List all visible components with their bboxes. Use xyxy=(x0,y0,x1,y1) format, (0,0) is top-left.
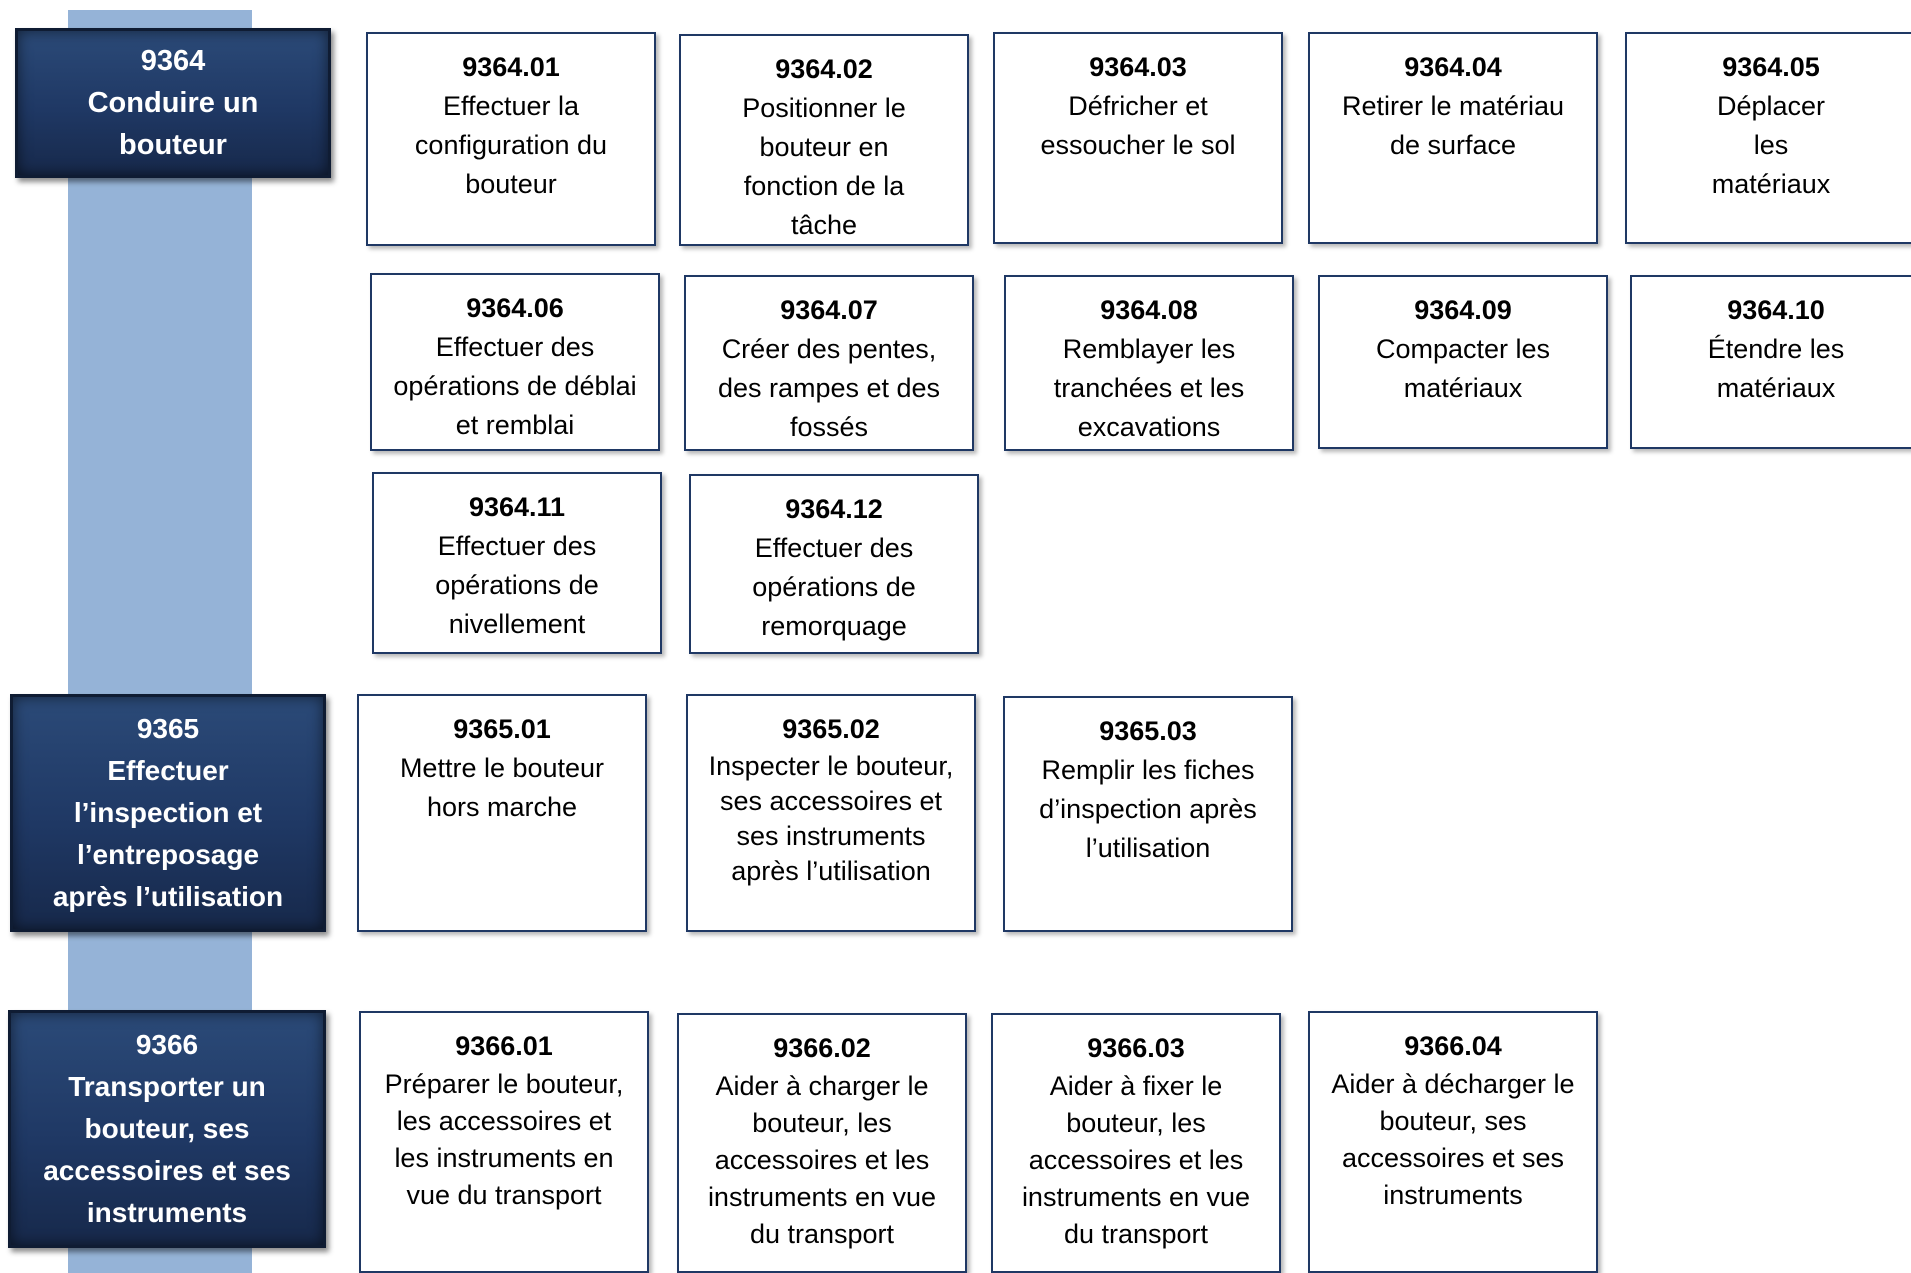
task-code: 9364.01 xyxy=(462,52,560,82)
unit-title: Effectuer l’inspection et l’entreposage après l’utilisation xyxy=(52,755,284,912)
task-title: Aider à fixer le bouteur, les accessoires et les instruments en vue du transport xyxy=(1021,1071,1251,1249)
task-code: 9366.04 xyxy=(1404,1031,1502,1061)
task-9364-11 xyxy=(372,472,662,654)
task-9366-01 xyxy=(359,1011,649,1273)
task-9364-10 xyxy=(1630,275,1911,449)
task-title: Étendre les matériaux xyxy=(1707,334,1845,403)
task-code: 9364.10 xyxy=(1727,295,1825,325)
task-code: 9364.07 xyxy=(780,295,878,325)
task-title: Aider à décharger le bouteur, ses accessoires et ses instruments xyxy=(1331,1069,1575,1210)
task-9364-08 xyxy=(1004,275,1294,451)
task-title: Effectuer la configuration du bouteur xyxy=(414,91,608,199)
task-9364-09 xyxy=(1318,275,1608,449)
task-code: 9365.02 xyxy=(782,714,880,744)
task-title: Défricher et essoucher le sol xyxy=(1040,91,1236,160)
task-9366-02 xyxy=(677,1013,967,1273)
task-9365-03 xyxy=(1003,696,1293,932)
task-9364-01 xyxy=(366,32,656,246)
task-title: Créer des pentes, des rampes et des fossés xyxy=(717,334,941,442)
task-9365-01 xyxy=(357,694,647,932)
task-9364-04 xyxy=(1308,32,1598,244)
task-title: Compacter les matériaux xyxy=(1375,334,1551,403)
unit-code: 9364 xyxy=(140,45,206,77)
task-9364-02 xyxy=(679,34,969,246)
task-title: Aider à charger le bouteur, les accessoires et les instruments en vue du transport xyxy=(707,1071,937,1249)
task-title: Inspecter le bouteur, ses accessoires et ses instruments après l’utilisation xyxy=(708,751,954,886)
task-title: Mettre le bouteur hors marche xyxy=(399,753,605,822)
task-9364-07 xyxy=(684,275,974,451)
task-code: 9364.05 xyxy=(1722,52,1820,82)
unit-9366 xyxy=(8,1010,326,1248)
unit-code: 9366 xyxy=(135,1029,199,1060)
task-code: 9364.08 xyxy=(1100,295,1198,325)
task-title: Remplir les fiches d’inspection après l’utilisation xyxy=(1039,755,1257,863)
task-9366-03 xyxy=(991,1013,1281,1273)
task-code: 9364.03 xyxy=(1089,52,1187,82)
task-9366-04 xyxy=(1308,1011,1598,1273)
task-9364-05 xyxy=(1625,32,1911,244)
unit-9364 xyxy=(15,28,331,178)
task-9364-06 xyxy=(370,273,660,451)
task-code: 9364.04 xyxy=(1404,52,1502,82)
task-code: 9366.03 xyxy=(1087,1033,1185,1063)
task-9364-03 xyxy=(993,32,1283,244)
task-code: 9364.11 xyxy=(468,492,566,522)
task-code: 9366.02 xyxy=(773,1033,871,1063)
task-title: Positionner le bouteur en fonction de la tâche xyxy=(742,93,906,240)
task-title: Retirer le matériau de surface xyxy=(1341,91,1565,160)
task-code: 9364.12 xyxy=(785,494,883,524)
task-code: 9364.09 xyxy=(1414,295,1512,325)
unit-title: Conduire un bouteur xyxy=(87,87,259,161)
task-code: 9365.03 xyxy=(1099,716,1197,746)
unit-code: 9365 xyxy=(136,713,200,744)
task-code: 9364.06 xyxy=(466,293,564,323)
task-title: Préparer le bouteur, les accessoires et les instruments en vue du transport xyxy=(384,1069,624,1210)
task-title: Effectuer des opérations de remorquage xyxy=(752,533,916,641)
task-title: Remblayer les tranchées et les excavations xyxy=(1053,334,1245,442)
task-code: 9365.01 xyxy=(453,714,551,744)
task-code: 9364.02 xyxy=(775,54,873,84)
unit-9365 xyxy=(10,694,326,932)
task-title: Déplacer les matériaux xyxy=(1711,91,1831,199)
task-9365-02 xyxy=(686,694,976,932)
task-title: Effectuer des opérations de déblai et remblai xyxy=(393,332,637,440)
unit-title: Transporter un bouteur, ses accessoires et ses instruments xyxy=(43,1071,291,1228)
task-9364-12 xyxy=(689,474,979,654)
task-code: 9366.01 xyxy=(455,1031,553,1061)
task-title: Effectuer des opérations de nivellement xyxy=(435,531,599,639)
